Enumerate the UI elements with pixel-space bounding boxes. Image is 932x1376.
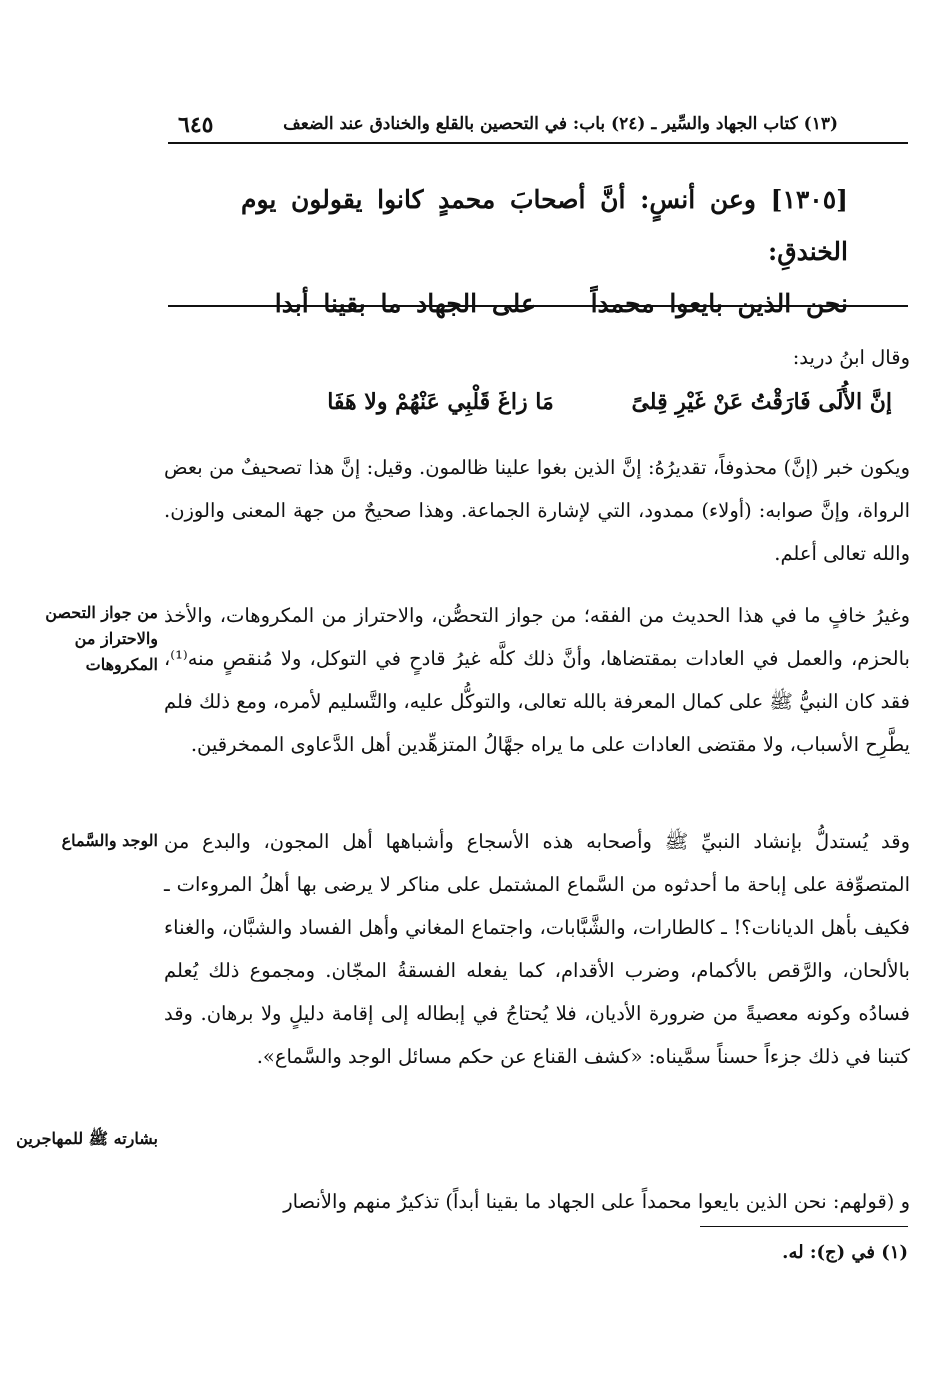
hadith-intro: [١٣٠٥] وعن أنسٍ: أنَّ أصحابَ محمدٍ كانوا يقولون يوم الخندقِ: [240,185,848,266]
header-rule [168,142,908,144]
commentary-paragraph-2 [164,594,910,766]
ibn-durayd-intro-text: وقال ابنُ دريد: [792,346,910,369]
section-rule [168,305,908,307]
commentary-paragraph-3-text: وقد يُستدلُّ بإنشاد النبيِّ ﷺ وأصحابه هذه الأسجاع وأشباهها أهل المجون، والبدع من المتصوِّفة على إباحة ما أحدثوه من السَّماع المشتمل على مناكر لا يرضى بها أهلُ المروءات ـ فكيف بأهل الديانات؟! ـ كالطارات، والشَّبَّابات، واجتماع المغاني وأهل الفساد والشبَّان، والغناء بالألحان، والرَّقص بالأكمام، وضرب الأقدام، كما يفعله الفسقةُ المجّان. ومجموع ذلك يُعلم فسادُه وكونه معصيةً من ضرورة الأديان، فلا يُحتاجُ في إبطاله إلى إقامة دليلٍ ولا برهان. وقد كتبنا في ذلك جزءاً حسناً سمَّيناه: «كشف القناع عن حكم مسائل الوجد والسَّماع». [164,830,910,1068]
ibn-durayd-intro [164,336,910,379]
commentary-paragraph-2-text: وغيرُ خافٍ ما في هذا الحديث من الفقه؛ من جواز التحصُّن، والاحتراز من المكروهات، والأخذ بالحزم، والعمل في العادات بمقتضاها، وأنَّ ذلك كلَّه غيرُ قادحٍ في التوكل، ولا مُنقصٍ منه⁽¹⁾، فقد كان النبيُّ ﷺ على كمال المعرفة بالله تعالى، والتوكُّل عليه، والتَّسليم لأمره، ومع ذلك فلم يطَّرِح الأسباب، ولا مقتضى العادات على ما يراه جهَّالُ المتزهِّدين أهل الدَّعاوى الممخرقين. [164,604,910,756]
poem-second-hemistich: مَا زاغَ قَلْبِي عَنْهُمْ ولا هَفَا [327,389,554,415]
hadith-verse-second: على الجهاد ما بقينا أبدا [274,289,536,318]
hadith-verse-first: نحن الذين بايعوا محمداً [590,289,848,318]
commentary-paragraph-1 [164,446,910,575]
margin-note-1: من جواز التحصن والاحتراز من المكروهات [45,603,158,674]
commentary-paragraph-4-text: و (قولهم: نحن الذين بايعوا محمداً على الجهاد ما بقينا أبداً) تذكيرٌ منهم والأنصار [283,1190,910,1213]
margin-note-3: بشارته ﷺ للمهاجرين [16,1129,158,1148]
footnote-rule [700,1226,908,1227]
poem-verse [162,380,892,424]
footnote: (١) في (ج): له. [782,1242,908,1263]
header-title: (١٣) كتاب الجهاد والسِّير ـ (٢٤) باب: في التحصين بالقلع والخنادق عند الضعف [283,114,838,134]
poem-first-hemistich: إنَّ الأُلَى فَارَقْتُ عَنْ غَيْرِ قِلىً [631,389,892,415]
commentary-paragraph-4 [164,1180,910,1223]
page-number: ٦٤٥ [178,112,214,138]
commentary-paragraph-1-text: ويكون خبر (إنَّ) محذوفاً، تقديرُهُ: إنَّ الذين بغوا علينا ظالمون. وقيل: إنَّ هذا تصحيفٌ من بعض الرواة، وإنَّ صوابه: (أولاء) ممدود، التي لإشارة الجماعة. وهذا صحيحٌ من جهة المعنى والوزن. والله تعالى أعلم. [164,456,910,565]
commentary-paragraph-3 [164,820,910,1078]
margin-note-2: الوجد والسَّماع [61,831,158,850]
hadith-verse [158,278,848,330]
running-header [178,112,838,142]
